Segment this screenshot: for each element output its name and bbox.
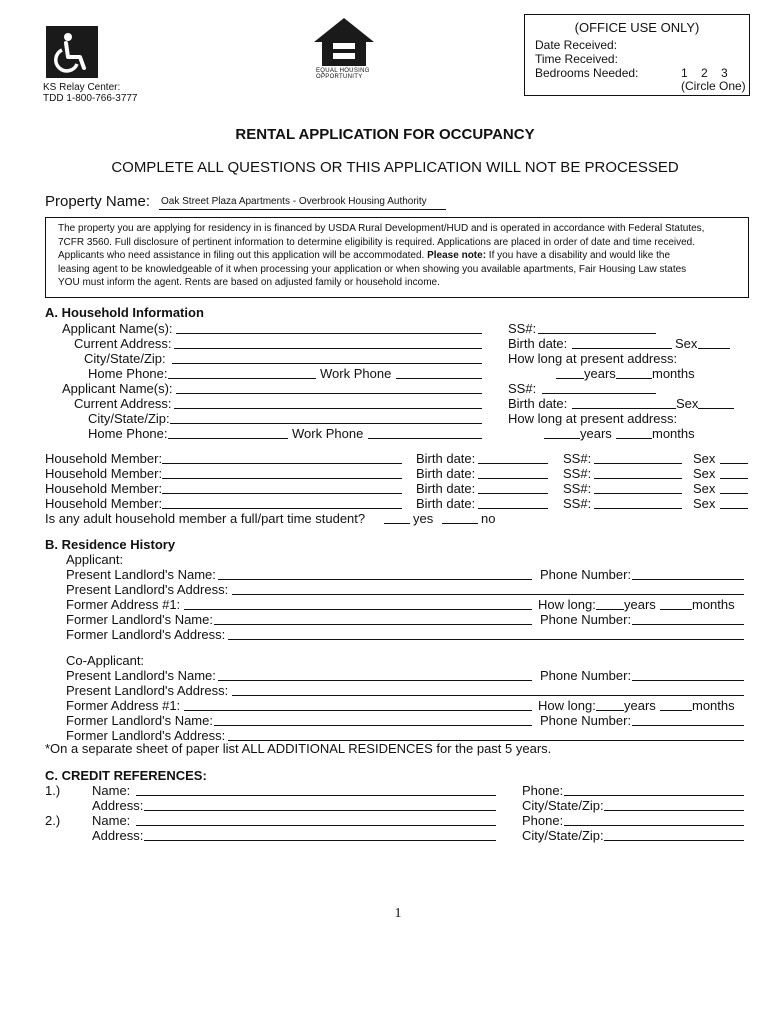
birth-date-label: Birth date: xyxy=(508,336,568,351)
how-long-b-months-field[interactable] xyxy=(660,609,692,610)
property-name-line xyxy=(159,209,446,210)
work-phone-label: Work Phone xyxy=(320,366,392,381)
credit-ref-1-phone-field[interactable] xyxy=(564,795,744,796)
co-former-landlord-name-label: Former Landlord's Name: xyxy=(66,713,213,728)
co-applicant-subheading: Co-Applicant: xyxy=(66,653,145,668)
credit-ref-1-address-label: Address: xyxy=(92,798,144,813)
page-number: 1 xyxy=(394,906,402,921)
co-former-address-label: Former Address #1: xyxy=(66,698,181,713)
property-name-label: Property Name: xyxy=(45,193,151,210)
credit-ref-2-phone-field[interactable] xyxy=(564,825,744,826)
household-member-1-ss-label: SS#: xyxy=(563,451,592,466)
notice-line-3 xyxy=(58,249,748,263)
city-state-zip-label: City/State/Zip: xyxy=(84,351,166,366)
home-phone-2-label: Home Phone: xyxy=(88,426,168,441)
how-long-label: How long at present address: xyxy=(508,351,678,366)
co-how-long-label: How long: xyxy=(538,698,596,713)
applicant-subheading: Applicant: xyxy=(66,552,124,567)
credit-ref-1-name-label: Name: xyxy=(92,783,131,798)
home-phone-label: Home Phone: xyxy=(88,366,168,381)
co-former-landlord-phone-field[interactable] xyxy=(632,725,744,726)
birth-date-2-field[interactable] xyxy=(572,408,676,409)
work-phone-field[interactable] xyxy=(396,378,482,379)
co-present-landlord-address-field[interactable] xyxy=(232,695,744,696)
months-2-label: months xyxy=(652,426,695,441)
city-state-zip-2-label: City/State/Zip: xyxy=(88,411,170,426)
household-member-3-ss-field[interactable] xyxy=(594,493,682,494)
household-member-4-birth-label: Birth date: xyxy=(416,496,476,511)
former-landlord-name-label: Former Landlord's Name: xyxy=(66,612,213,627)
sex-2-label: Sex xyxy=(676,396,699,411)
co-present-landlord-address-label: Present Landlord's Address: xyxy=(66,683,229,698)
notice-box xyxy=(45,217,749,298)
additional-residences-note: *On a separate sheet of paper list ALL ADDITIONAL RESIDENCES for the past 5 years. xyxy=(45,741,552,756)
household-member-1-sex-label: Sex xyxy=(693,451,716,466)
home-phone-2-field[interactable] xyxy=(168,438,288,439)
co-former-landlord-name-field[interactable] xyxy=(214,725,532,726)
wheelchair-icon xyxy=(46,26,98,78)
household-member-4-label: Household Member: xyxy=(45,496,163,511)
ss-label: SS#: xyxy=(508,321,537,336)
section-a-heading: A. Household Information xyxy=(45,305,204,320)
circle-one-label: (Circle One) xyxy=(681,79,746,93)
bedroom-options[interactable]: 1 2 3 xyxy=(681,66,728,80)
present-landlord-phone-field[interactable] xyxy=(632,579,744,580)
household-member-1-sex-field[interactable] xyxy=(720,463,748,464)
ss-2-label: SS#: xyxy=(508,381,537,396)
credit-ref-1-phone-label: Phone: xyxy=(522,783,564,798)
household-member-3-field[interactable] xyxy=(162,493,402,494)
household-member-2-sex-field[interactable] xyxy=(720,478,748,479)
co-former-landlord-address-label: Former Landlord's Address: xyxy=(66,728,226,743)
former-address-field[interactable] xyxy=(184,609,532,610)
section-c-heading: C. CREDIT REFERENCES: xyxy=(45,768,207,783)
household-member-4-sex-field[interactable] xyxy=(720,508,748,509)
co-present-landlord-name-field[interactable] xyxy=(218,680,532,681)
time-received-label: Time Received: xyxy=(535,52,618,66)
present-landlord-name-label: Present Landlord's Name: xyxy=(66,567,216,582)
form-subtitle: COMPLETE ALL QUESTIONS OR THIS APPLICATION WILL NOT BE PROCESSED xyxy=(111,159,679,176)
work-phone-2-field[interactable] xyxy=(368,438,482,439)
credit-ref-1-number: 1.) xyxy=(45,783,61,798)
present-landlord-address-label: Present Landlord's Address: xyxy=(66,582,229,597)
student-question: Is any adult household member a full/part time student? xyxy=(45,511,366,526)
credit-ref-2-city-label: City/State/Zip: xyxy=(522,828,604,843)
co-present-landlord-name-label: Present Landlord's Name: xyxy=(66,668,216,683)
birth-date-2-label: Birth date: xyxy=(508,396,568,411)
present-landlord-address-field[interactable] xyxy=(232,594,744,595)
equal-housing-logo xyxy=(312,16,376,68)
household-member-1-label: Household Member: xyxy=(45,451,163,466)
household-member-4-birth-field[interactable] xyxy=(478,508,548,509)
home-phone-field[interactable] xyxy=(168,378,316,379)
credit-ref-1-address-field[interactable] xyxy=(144,810,496,811)
notice-line-1: The property you are applying for residency in is financed by USDA Rural Development/HUD and is operated in accordance with Federal Statutes, xyxy=(58,223,705,234)
former-landlord-name-field[interactable] xyxy=(214,624,532,625)
credit-ref-2-name-label: Name: xyxy=(92,813,131,828)
relay-center-label: KS Relay Center: xyxy=(43,82,121,93)
birth-date-field[interactable] xyxy=(572,348,672,349)
notice-line-3-post: If you have a disability and would like the xyxy=(486,250,671,261)
how-long-b-years-field[interactable] xyxy=(596,609,624,610)
former-landlord-phone-label: Phone Number: xyxy=(540,612,632,627)
household-member-2-field[interactable] xyxy=(162,478,402,479)
household-member-3-label: Household Member: xyxy=(45,481,163,496)
current-address-field[interactable] xyxy=(174,348,482,349)
months-2-field[interactable] xyxy=(616,438,652,439)
household-member-2-ss-field[interactable] xyxy=(594,478,682,479)
co-how-long-years-field[interactable] xyxy=(596,710,624,711)
former-landlord-phone-field[interactable] xyxy=(632,624,744,625)
former-landlord-address-field[interactable] xyxy=(228,639,744,640)
years-label: years xyxy=(584,366,616,381)
credit-ref-1-city-field[interactable] xyxy=(604,810,744,811)
equal-housing-text-2: OPPORTUNITY xyxy=(316,74,363,80)
household-member-4-ss-field[interactable] xyxy=(594,508,682,509)
former-landlord-address-label: Former Landlord's Address: xyxy=(66,627,226,642)
household-member-3-birth-label: Birth date: xyxy=(416,481,476,496)
accessibility-logo xyxy=(46,26,98,78)
sex-2-field[interactable] xyxy=(698,408,734,409)
former-address-label: Former Address #1: xyxy=(66,597,181,612)
household-member-4-sex-label: Sex xyxy=(693,496,716,511)
city-state-zip-2-field[interactable] xyxy=(170,423,482,424)
co-former-landlord-phone-label: Phone Number: xyxy=(540,713,632,728)
section-b-heading: B. Residence History xyxy=(45,537,176,552)
years-field[interactable] xyxy=(556,378,584,379)
credit-ref-1-city-label: City/State/Zip: xyxy=(522,798,604,813)
office-use-box xyxy=(524,14,750,96)
applicant-name-label: Applicant Name(s): xyxy=(62,321,173,336)
form-title: RENTAL APPLICATION FOR OCCUPANCY xyxy=(235,126,535,143)
credit-ref-2-phone-label: Phone: xyxy=(522,813,564,828)
household-member-3-sex-label: Sex xyxy=(693,481,716,496)
household-member-4-field[interactable] xyxy=(162,508,402,509)
credit-ref-2-address-label: Address: xyxy=(92,828,144,843)
notice-line-3-pre: Applicants who need assistance in filing out this application will be accommodated. xyxy=(58,250,428,261)
household-member-3-ss-label: SS#: xyxy=(563,481,592,496)
bedrooms-needed-label: Bedrooms Needed: xyxy=(535,66,639,80)
household-member-3-sex-field[interactable] xyxy=(720,493,748,494)
current-address-2-field[interactable] xyxy=(174,408,482,409)
household-member-1-birth-label: Birth date: xyxy=(416,451,476,466)
notice-line-4: leasing agent to be knowledgeable of it when processing your application or when showing you available apartments, Fair Housing Law states xyxy=(58,263,687,275)
notice-line-5: YOU must inform the agent. Rents are based on adjusted family or household income. xyxy=(58,277,440,288)
sex-label: Sex xyxy=(675,336,698,351)
household-member-3-birth-field[interactable] xyxy=(478,493,548,494)
relay-tdd-number: TDD 1-800-766-3777 xyxy=(43,93,138,104)
co-how-long-years-label: years xyxy=(624,698,656,713)
credit-ref-2-name-field[interactable] xyxy=(136,825,496,826)
notice-line-2: 7CFR 3560. Full disclosure of pertinent information to determine eligibility is required. Applications are placed in order of date and time received. xyxy=(58,236,696,248)
current-address-label: Current Address: xyxy=(74,336,172,351)
equal-housing-house-icon xyxy=(312,16,376,68)
co-how-long-months-field[interactable] xyxy=(660,710,692,711)
work-phone-2-label: Work Phone xyxy=(292,426,364,441)
months-label: months xyxy=(652,366,695,381)
applicant-2-name-field[interactable] xyxy=(176,393,482,394)
ss-field[interactable] xyxy=(538,333,656,334)
student-no-label: no xyxy=(481,511,496,526)
household-member-1-ss-field[interactable] xyxy=(594,463,682,464)
household-member-2-ss-label: SS#: xyxy=(563,466,592,481)
sex-field[interactable] xyxy=(698,348,730,349)
student-yes-field[interactable] xyxy=(384,523,410,524)
current-address-2-label: Current Address: xyxy=(74,396,172,411)
years-2-label: years xyxy=(580,426,612,441)
credit-ref-2-address-field[interactable] xyxy=(144,840,496,841)
co-former-address-field[interactable] xyxy=(184,710,532,711)
household-member-2-label: Household Member: xyxy=(45,466,163,481)
date-received-label: Date Received: xyxy=(535,38,618,52)
co-present-landlord-phone-field[interactable] xyxy=(632,680,744,681)
how-long-b-label: How long: xyxy=(538,597,596,612)
applicant-2-name-label: Applicant Name(s): xyxy=(62,381,173,396)
notice-please-note: Please note: xyxy=(427,250,487,261)
ss-2-field[interactable] xyxy=(542,393,656,394)
credit-ref-1-name-field[interactable] xyxy=(136,795,496,796)
equal-housing-text-1: EQUAL HOUSING xyxy=(316,68,370,74)
how-long-2-label: How long at present address: xyxy=(508,411,678,426)
student-no-field[interactable] xyxy=(442,523,478,524)
applicant-name-field[interactable] xyxy=(176,333,482,334)
co-present-landlord-phone-label: Phone Number: xyxy=(540,668,632,683)
household-member-4-ss-label: SS#: xyxy=(563,496,592,511)
city-state-zip-field[interactable] xyxy=(172,363,482,364)
office-use-title: (OFFICE USE ONLY) xyxy=(574,20,700,35)
years-2-field[interactable] xyxy=(544,438,580,439)
present-landlord-phone-label: Phone Number: xyxy=(540,567,632,582)
credit-ref-2-city-field[interactable] xyxy=(604,840,744,841)
property-name-value[interactable]: Oak Street Plaza Apartments - Overbrook Housing Authority xyxy=(161,196,427,207)
co-how-long-months-label: months xyxy=(692,698,735,713)
present-landlord-name-field[interactable] xyxy=(218,579,532,580)
student-yes-label: yes xyxy=(413,511,434,526)
household-member-1-birth-field[interactable] xyxy=(478,463,548,464)
credit-ref-2-number: 2.) xyxy=(45,813,61,828)
how-long-b-years-label: years xyxy=(624,597,656,612)
household-member-2-birth-label: Birth date: xyxy=(416,466,476,481)
how-long-b-months-label: months xyxy=(692,597,735,612)
household-member-2-sex-label: Sex xyxy=(693,466,716,481)
household-member-2-birth-field[interactable] xyxy=(478,478,548,479)
household-member-1-field[interactable] xyxy=(162,463,402,464)
months-field[interactable] xyxy=(616,378,652,379)
